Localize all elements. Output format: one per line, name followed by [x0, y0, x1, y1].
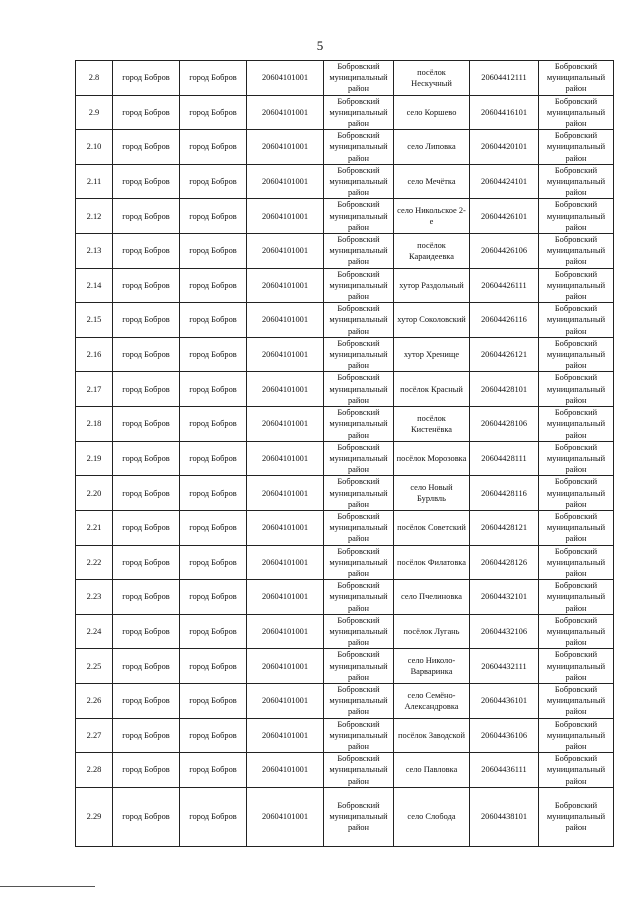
row-number-cell: 2.28: [76, 753, 113, 788]
footer-line: [0, 886, 95, 887]
row-number-cell: 2.13: [76, 234, 113, 269]
table-row: [76, 441, 614, 476]
row-number-cell: 2.23: [76, 580, 113, 615]
code-cell: 20604101001: [247, 580, 324, 615]
row-number-cell: 2.16: [76, 337, 113, 372]
row-number-cell: 2.15: [76, 303, 113, 338]
city-cell: город Бобров: [113, 787, 180, 846]
table-row: [76, 199, 614, 234]
district-cell: Бобровский муниципальный район: [324, 683, 394, 718]
city-cell: город Бобров: [113, 614, 180, 649]
city-cell: город Бобров: [113, 199, 180, 234]
district-cell: Бобровский муниципальный район: [324, 545, 394, 580]
district-cell-2: Бобровский муниципальный район: [539, 476, 614, 511]
city-cell: город Бобров: [113, 130, 180, 165]
settlement-cell: село Семёно-Александровка: [394, 683, 470, 718]
city-cell-2: город Бобров: [180, 441, 247, 476]
district-cell: Бобровский муниципальный район: [324, 718, 394, 753]
code-cell: 20604101001: [247, 164, 324, 199]
settlement-code-cell: 20604438101: [470, 787, 539, 846]
district-cell: Бобровский муниципальный район: [324, 476, 394, 511]
city-cell: город Бобров: [113, 441, 180, 476]
row-number-cell: 2.24: [76, 614, 113, 649]
row-number-cell: 2.21: [76, 510, 113, 545]
district-cell: Бобровский муниципальный район: [324, 61, 394, 96]
settlement-code-cell: 20604432106: [470, 614, 539, 649]
district-cell: Бобровский муниципальный район: [324, 95, 394, 130]
code-cell: 20604101001: [247, 545, 324, 580]
district-cell-2: Бобровский муниципальный район: [539, 753, 614, 788]
district-cell-2: Бобровский муниципальный район: [539, 510, 614, 545]
settlement-cell: хутор Раздольный: [394, 268, 470, 303]
settlement-cell: посёлок Морозовка: [394, 441, 470, 476]
settlement-code-cell: 20604426101: [470, 199, 539, 234]
district-cell: Бобровский муниципальный район: [324, 407, 394, 442]
settlement-cell: село Коршево: [394, 95, 470, 130]
settlement-cell: село Николо-Варваринка: [394, 649, 470, 684]
table-row: [76, 476, 614, 511]
settlement-code-cell: 20604436106: [470, 718, 539, 753]
settlement-code-cell: 20604428116: [470, 476, 539, 511]
district-cell-2: Бобровский муниципальный район: [539, 649, 614, 684]
table-row: [76, 407, 614, 442]
district-cell: Бобровский муниципальный район: [324, 164, 394, 199]
settlement-cell: село Новый Бурлвль: [394, 476, 470, 511]
settlement-cell: посёлок Лугань: [394, 614, 470, 649]
settlement-cell: посёлок Советский: [394, 510, 470, 545]
district-cell-2: Бобровский муниципальный район: [539, 199, 614, 234]
district-cell: Бобровский муниципальный район: [324, 234, 394, 269]
row-number-cell: 2.22: [76, 545, 113, 580]
settlement-cell: посёлок Красный: [394, 372, 470, 407]
settlement-cell: село Никольское 2-е: [394, 199, 470, 234]
city-cell: город Бобров: [113, 61, 180, 96]
code-cell: 20604101001: [247, 303, 324, 338]
settlement-code-cell: 20604416101: [470, 95, 539, 130]
row-number-cell: 2.27: [76, 718, 113, 753]
settlement-code-cell: 20604420101: [470, 130, 539, 165]
district-cell: Бобровский муниципальный район: [324, 510, 394, 545]
district-cell-2: Бобровский муниципальный район: [539, 268, 614, 303]
district-cell: Бобровский муниципальный район: [324, 787, 394, 846]
district-cell-2: Бобровский муниципальный район: [539, 234, 614, 269]
city-cell: город Бобров: [113, 337, 180, 372]
district-cell: Бобровский муниципальный район: [324, 268, 394, 303]
code-cell: 20604101001: [247, 614, 324, 649]
code-cell: 20604101001: [247, 337, 324, 372]
city-cell: город Бобров: [113, 407, 180, 442]
district-cell-2: Бобровский муниципальный район: [539, 683, 614, 718]
district-cell-2: Бобровский муниципальный район: [539, 95, 614, 130]
row-number-cell: 2.11: [76, 164, 113, 199]
settlement-code-cell: 20604428106: [470, 407, 539, 442]
settlement-cell: хутор Соколовский: [394, 303, 470, 338]
settlement-code-cell: 20604432101: [470, 580, 539, 615]
row-number-cell: 2.20: [76, 476, 113, 511]
settlement-cell: село Слобода: [394, 787, 470, 846]
city-cell-2: город Бобров: [180, 130, 247, 165]
page-number: 5: [316, 38, 324, 53]
district-cell-2: Бобровский муниципальный район: [539, 545, 614, 580]
code-cell: 20604101001: [247, 510, 324, 545]
district-cell-2: Бобровский муниципальный район: [539, 407, 614, 442]
code-cell: 20604101001: [247, 787, 324, 846]
district-cell-2: Бобровский муниципальный район: [539, 787, 614, 846]
settlement-cell: хутор Хренище: [394, 337, 470, 372]
settlement-table: [75, 60, 614, 847]
city-cell-2: город Бобров: [180, 649, 247, 684]
settlement-code-cell: 20604436111: [470, 753, 539, 788]
table-row: [76, 787, 614, 846]
table-row: [76, 718, 614, 753]
row-number-cell: 2.12: [76, 199, 113, 234]
district-cell-2: Бобровский муниципальный район: [539, 372, 614, 407]
code-cell: 20604101001: [247, 476, 324, 511]
table-row: [76, 372, 614, 407]
city-cell-2: город Бобров: [180, 164, 247, 199]
row-number-cell: 2.9: [76, 95, 113, 130]
city-cell-2: город Бобров: [180, 407, 247, 442]
district-cell-2: Бобровский муниципальный район: [539, 303, 614, 338]
city-cell: город Бобров: [113, 476, 180, 511]
city-cell-2: город Бобров: [180, 234, 247, 269]
city-cell-2: город Бобров: [180, 580, 247, 615]
city-cell-2: город Бобров: [180, 372, 247, 407]
code-cell: 20604101001: [247, 407, 324, 442]
district-cell-2: Бобровский муниципальный район: [539, 337, 614, 372]
settlement-code-cell: 20604436101: [470, 683, 539, 718]
city-cell-2: город Бобров: [180, 199, 247, 234]
table-row: [76, 303, 614, 338]
settlement-cell: посёлок Караидеевка: [394, 234, 470, 269]
district-cell-2: Бобровский муниципальный район: [539, 718, 614, 753]
settlement-code-cell: 20604426111: [470, 268, 539, 303]
city-cell: город Бобров: [113, 580, 180, 615]
city-cell-2: город Бобров: [180, 476, 247, 511]
table-row: [76, 614, 614, 649]
city-cell-2: город Бобров: [180, 61, 247, 96]
settlement-code-cell: 20604428111: [470, 441, 539, 476]
district-cell-2: Бобровский муниципальный район: [539, 61, 614, 96]
table-row: [76, 337, 614, 372]
code-cell: 20604101001: [247, 753, 324, 788]
city-cell-2: город Бобров: [180, 683, 247, 718]
row-number-cell: 2.14: [76, 268, 113, 303]
code-cell: 20604101001: [247, 95, 324, 130]
table-row: [76, 130, 614, 165]
district-cell: Бобровский муниципальный район: [324, 649, 394, 684]
code-cell: 20604101001: [247, 268, 324, 303]
district-cell-2: Бобровский муниципальный район: [539, 441, 614, 476]
table-row: [76, 268, 614, 303]
code-cell: 20604101001: [247, 130, 324, 165]
code-cell: 20604101001: [247, 372, 324, 407]
table-row: [76, 649, 614, 684]
district-cell: Бобровский муниципальный район: [324, 199, 394, 234]
city-cell: город Бобров: [113, 95, 180, 130]
district-cell: Бобровский муниципальный район: [324, 303, 394, 338]
settlement-code-cell: 20604428121: [470, 510, 539, 545]
district-cell: Бобровский муниципальный район: [324, 753, 394, 788]
district-cell: Бобровский муниципальный район: [324, 441, 394, 476]
district-cell-2: Бобровский муниципальный район: [539, 130, 614, 165]
city-cell: город Бобров: [113, 268, 180, 303]
city-cell: город Бобров: [113, 303, 180, 338]
settlement-code-cell: 20604412111: [470, 61, 539, 96]
row-number-cell: 2.8: [76, 61, 113, 96]
district-cell: Бобровский муниципальный район: [324, 372, 394, 407]
city-cell: город Бобров: [113, 649, 180, 684]
settlement-code-cell: 20604432111: [470, 649, 539, 684]
city-cell-2: город Бобров: [180, 268, 247, 303]
settlement-code-cell: 20604426116: [470, 303, 539, 338]
table-row: [76, 95, 614, 130]
table-row: [76, 580, 614, 615]
city-cell-2: город Бобров: [180, 545, 247, 580]
city-cell-2: город Бобров: [180, 718, 247, 753]
city-cell-2: город Бобров: [180, 303, 247, 338]
district-cell: Бобровский муниципальный район: [324, 337, 394, 372]
row-number-cell: 2.17: [76, 372, 113, 407]
city-cell-2: город Бобров: [180, 95, 247, 130]
table-body: [76, 61, 614, 847]
settlement-code-cell: 20604426106: [470, 234, 539, 269]
city-cell-2: город Бобров: [180, 753, 247, 788]
table-row: [76, 753, 614, 788]
settlement-code-cell: 20604428101: [470, 372, 539, 407]
city-cell: город Бобров: [113, 545, 180, 580]
row-number-cell: 2.25: [76, 649, 113, 684]
table-row: [76, 234, 614, 269]
city-cell: город Бобров: [113, 510, 180, 545]
row-number-cell: 2.10: [76, 130, 113, 165]
table-row: [76, 61, 614, 96]
code-cell: 20604101001: [247, 683, 324, 718]
city-cell-2: город Бобров: [180, 614, 247, 649]
settlement-cell: село Павловка: [394, 753, 470, 788]
settlement-cell: посёлок Заводской: [394, 718, 470, 753]
settlement-cell: село Мечётка: [394, 164, 470, 199]
table-row: [76, 683, 614, 718]
city-cell: город Бобров: [113, 372, 180, 407]
settlement-code-cell: 20604428126: [470, 545, 539, 580]
code-cell: 20604101001: [247, 718, 324, 753]
city-cell-2: город Бобров: [180, 510, 247, 545]
code-cell: 20604101001: [247, 61, 324, 96]
code-cell: 20604101001: [247, 649, 324, 684]
city-cell-2: город Бобров: [180, 337, 247, 372]
code-cell: 20604101001: [247, 441, 324, 476]
city-cell: город Бобров: [113, 683, 180, 718]
settlement-cell: посёлок Филатовка: [394, 545, 470, 580]
row-number-cell: 2.18: [76, 407, 113, 442]
table-row: [76, 545, 614, 580]
settlement-cell: посёлок Кистенёвка: [394, 407, 470, 442]
settlement-cell: село Липовка: [394, 130, 470, 165]
district-cell-2: Бобровский муниципальный район: [539, 580, 614, 615]
settlement-code-cell: 20604424101: [470, 164, 539, 199]
district-cell-2: Бобровский муниципальный район: [539, 614, 614, 649]
city-cell: город Бобров: [113, 718, 180, 753]
city-cell: город Бобров: [113, 164, 180, 199]
table-row: [76, 510, 614, 545]
district-cell: Бобровский муниципальный район: [324, 580, 394, 615]
code-cell: 20604101001: [247, 199, 324, 234]
code-cell: 20604101001: [247, 234, 324, 269]
city-cell: город Бобров: [113, 753, 180, 788]
row-number-cell: 2.26: [76, 683, 113, 718]
settlement-cell: село Пчелиновка: [394, 580, 470, 615]
row-number-cell: 2.29: [76, 787, 113, 846]
district-cell: Бобровский муниципальный район: [324, 130, 394, 165]
settlement-cell: посёлок Нескучный: [394, 61, 470, 96]
district-cell-2: Бобровский муниципальный район: [539, 164, 614, 199]
city-cell: город Бобров: [113, 234, 180, 269]
city-cell-2: город Бобров: [180, 787, 247, 846]
district-cell: Бобровский муниципальный район: [324, 614, 394, 649]
table-row: [76, 164, 614, 199]
settlement-code-cell: 20604426121: [470, 337, 539, 372]
row-number-cell: 2.19: [76, 441, 113, 476]
